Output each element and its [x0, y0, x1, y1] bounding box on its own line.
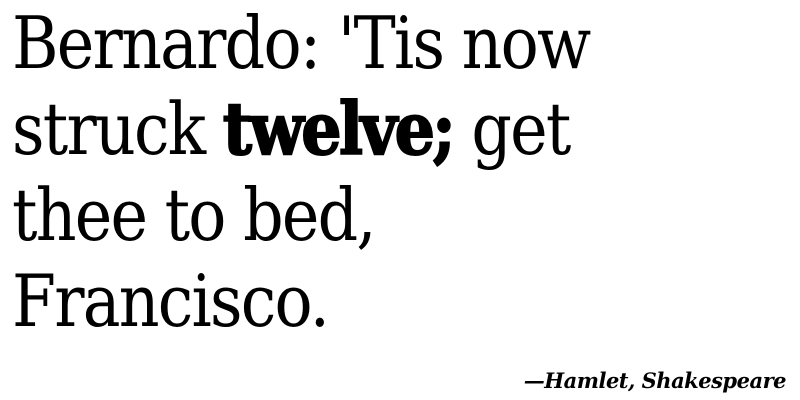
- quote-text-after: get thee to bed, Francisco.: [12, 87, 570, 343]
- attribution-work: Hamlet,: [544, 368, 635, 393]
- quote-speaker: Bernardo:: [12, 1, 320, 85]
- quote-emphasis: twelve;: [222, 86, 454, 171]
- quote-text: [12, 0, 698, 344]
- attribution-author: Shakespeare: [641, 368, 786, 393]
- quote-text-before: 'Tis now struck: [12, 1, 590, 171]
- attribution: [524, 366, 786, 396]
- attribution-dash: —: [523, 368, 545, 393]
